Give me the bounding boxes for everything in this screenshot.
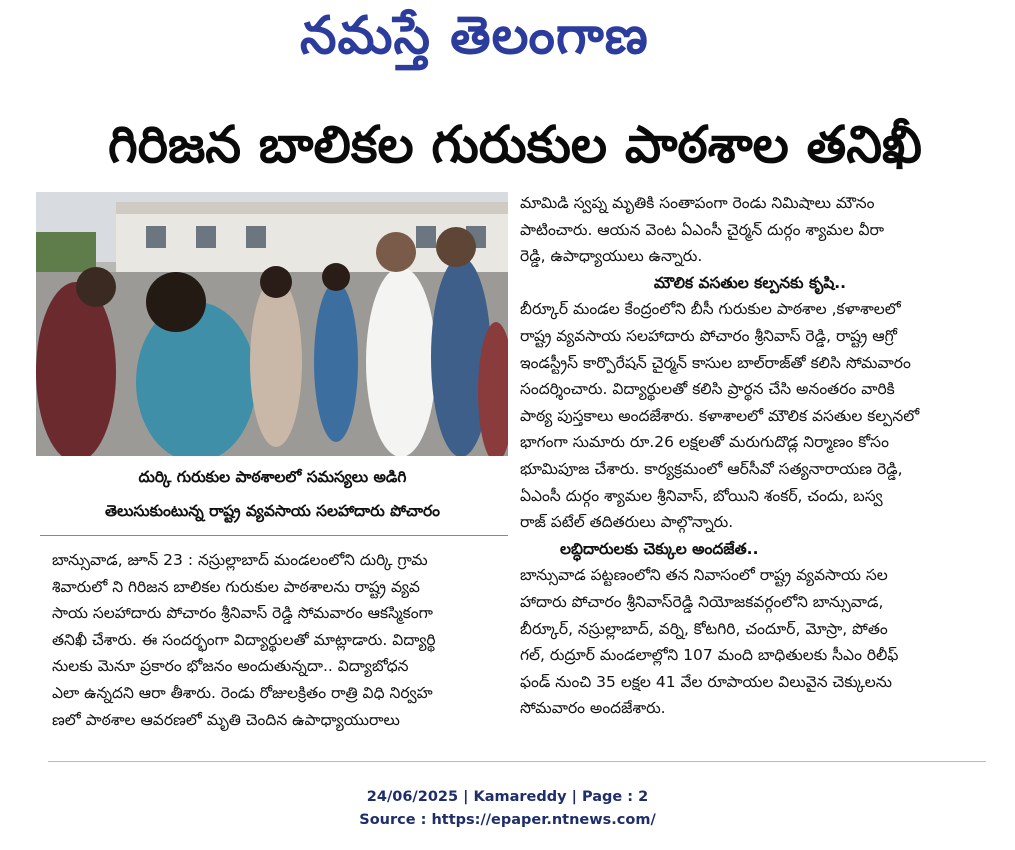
source-footer	[0, 786, 1015, 832]
left-column-text	[52, 547, 510, 733]
text-line: తనిఖీ చేశారు. ఈ సందర్భంగా విద్యార్థులతో మాట్లాడారు. విద్యార్థి	[52, 630, 436, 649]
text-line: బీర్కూర్ మండల కేంద్రంలోని బీసీ గురుకుల పాఠశాల ,కళాశాలలో	[520, 300, 901, 319]
page-divider	[48, 761, 986, 762]
photo-caption-line: దుర్కి గురుకుల పాఠశాలలో సమస్యలు అడిగి	[138, 468, 407, 486]
subheading-infrastructure: మౌలిక వసతుల కల్పనకు కృషి..	[653, 273, 847, 292]
text-line: గల్, రుద్రూర్ మండలాల్లోని 107 మంది బాధితులకు సీఎం రిలీఫ్	[520, 646, 899, 665]
text-line: హాదారు పోచారం శ్రీనివాస్‌రెడ్డి నియోజకవర్గంలోని బాన్సువాడ,	[520, 592, 884, 611]
text-line: నులకు మెనూ ప్రకారం భోజనం అందుతున్నదా.. విద్యాబోధన	[52, 657, 409, 676]
text-line: ణలో పాఠశాల ఆవరణలో మృతి చెందిన ఉపాధ్యాయురాలు	[52, 710, 400, 729]
photo-caption	[40, 460, 505, 528]
right-column-text	[520, 190, 980, 722]
text-line: ఇండస్ట్రీస్ కార్పొరేషన్ చైర్మన్ కాసుల బాల్‌రాజ్‌తో కలిసి సోమవారం	[520, 353, 911, 372]
text-line: రెడ్డి, ఉపాధ్యాయులు ఉన్నారు.	[520, 247, 703, 266]
text-line: పాఠ్య పుస్తకాలు అందజేశారు. కళాశాలలో మౌలిక వసతుల కల్పనలో	[520, 406, 920, 425]
article-headline: గిరిజన బాలికల గురుకుల పాఠశాల తనిఖీ	[107, 116, 923, 175]
text-line: భూమిపూజ చేశారు. కార్యక్రమంలో ఆర్‌సీవో సత్యనారాయణ రెడ్డి,	[520, 459, 903, 478]
text-line: ఎలా ఉన్నదని ఆరా తీశారు. రెండు రోజులక్రితం రాత్రి విధి నిర్వహ	[52, 683, 433, 702]
article-photo	[36, 192, 508, 456]
photo-caption-line: తెలుసుకుంటున్న రాష్ట్ర వ్యవసాయ సలహాదారు పోచారం	[104, 502, 441, 520]
text-line: మామిడి స్వప్న మృతికి సంతాపంగా రెండు నిమిషాలు మౌనం	[520, 194, 875, 212]
text-line: రాజ్ పటేల్ తదితరులు పాల్గొన్నారు.	[520, 513, 734, 532]
subheading-cheques: లబ్ధిదారులకు చెక్కుల అందజేత..	[560, 539, 759, 558]
text-line: శివారులో ని గిరిజన బాలికల గురుకుల పాఠశాలను రాష్ట్ర వ్యవ	[52, 577, 420, 596]
text-line: ఫండ్ నుంచి 35 లక్షల 41 వేల రూపాయల విలువైన చెక్కులను	[520, 672, 892, 691]
text-line: సోమవారం అందజేశారు.	[520, 699, 666, 718]
footer-date-edition: 24/06/2025 | Kamareddy | Page : 2	[366, 789, 649, 805]
text-line: భాగంగా సుమారు రూ.26 లక్షలతో మరుగుదొడ్ల నిర్మాణం కోసం	[520, 433, 889, 452]
newspaper-masthead: నమస్తే తెలంగాణ	[300, 6, 649, 66]
text-line: సందర్శించారు. విద్యార్థులతో కలిసి ప్రార్థన చేసి అనంతరం వారికి	[520, 380, 895, 399]
text-line: రాష్ట్ర వ్యవసాయ సలహాదారు పోచారం శ్రీనివాస్ రెడ్డి, రాష్ట్ర ఆగ్రో	[520, 326, 897, 345]
text-line: బాన్సువాడ, జూన్ 23 : నస్రుల్లాబాద్ మండలంలోని దుర్కి గ్రామ	[52, 551, 428, 569]
text-line: పాటించారు. ఆయన వెంట ఏఎంసీ చైర్మన్ దుర్గం శ్యామల వీరా	[520, 220, 885, 239]
footer-source-link[interactable]: Source : https://epaper.ntnews.com/	[359, 812, 656, 828]
photo-illustration	[36, 192, 508, 456]
caption-divider	[40, 535, 508, 536]
text-line: బీర్కూర్, నస్రుల్లాబాద్, వర్ని, కోటగిరి, చందూర్, మోస్రా, పోతం	[520, 619, 888, 638]
text-line: ఏఎంసీ దుర్గం శ్యామల శ్రీనివాస్, బోయిని శంకర్, చందు, బస్వ	[520, 486, 883, 505]
text-line: సాయ సలహాదారు పోచారం శ్రీనివాస్ రెడ్డి సోమవారం ఆకస్మికంగా	[52, 604, 433, 623]
text-line: బాన్సువాడ పట్టణంలోని తన నివాసంలో రాష్ట్ర వ్యవసాయ సల	[520, 566, 888, 585]
